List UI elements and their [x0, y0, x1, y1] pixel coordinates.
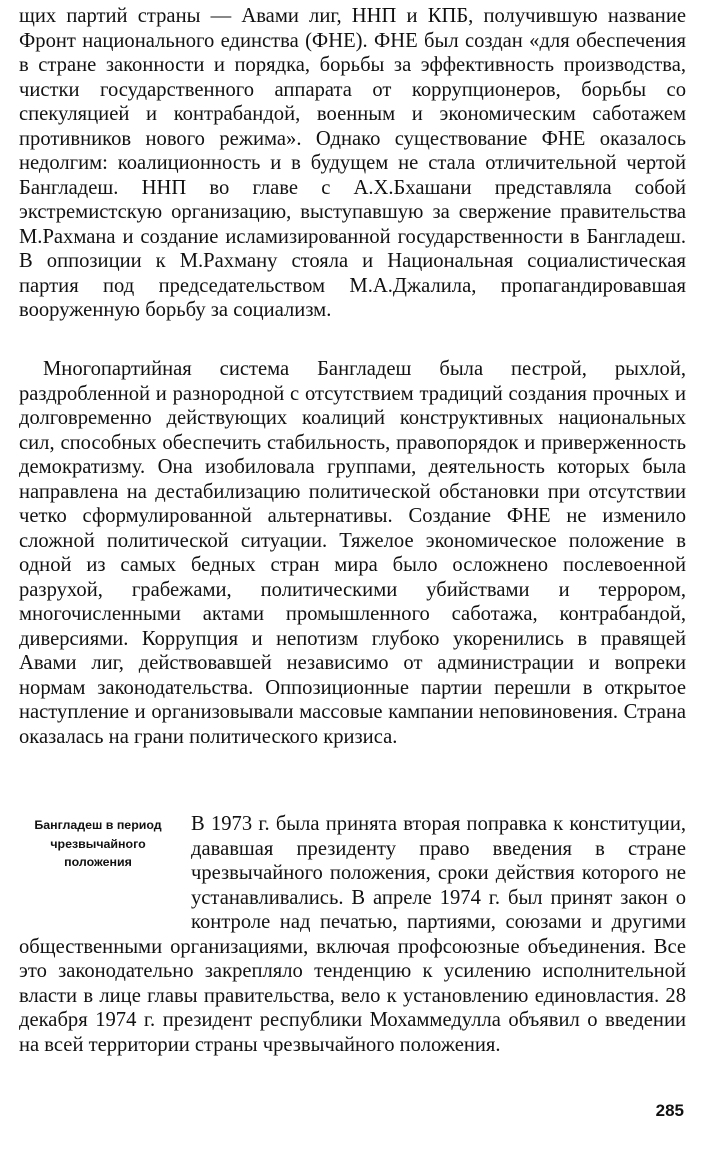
margin-heading: Бангладеш в период чрезвычайного положения	[34, 818, 162, 870]
paragraph-emergency-rule: В 1973 г. была принята вторая поправка к конституции, дававшая президенту право введения в стране чрезвычайного положения, сроки действия которого не устанавливались. В апреле 1974 г. был принят закон о контроле над печатью, партиями, союзами и другими общественными организациями, включая профсоюзные объединения. Все это законодательно закрепляло тенденцию к усилению исполнительной власти в лице главы правительства, вело к установлению единовластия. 28 декабря 1974 г. президент республики Мохаммедулла объявил о введении на всей территории страны чрезвычайного положения.	[19, 813, 686, 1056]
paragraph-multiparty-system: Многопартийная система Бангладеш была пестрой, рыхлой, раздробленной и разнородной с отсутствием традиций создания прочных и долговременно действующих коалиций конструктивных национальных сил, способных обеспечить стабильность, правопорядок и приверженность демократизму. Она изобиловала группами, деятельность которых была направлена на дестабилизацию политической обстановки при отсутствии четко сформулированной альтернативы. Создание ФНЕ не изменило сложной политической ситуации. Тяжелое экономическое положение в одной из самых бедных стран мира было осложнено послевоенной разрухой, грабежами, политическими убийствами и террором, многочисленными актами промышленного саботажа, контрабандой, диверсиями. Коррупция и непотизм глубоко укоренились в правящей Авами лиг, действовавшей независимо от администрации и вопреки нормам законодательства. Оппозиционные партии перешли в открытое наступление и организовывали массовые кампании неповиновения. Страна оказалась на грани политического кризиса.	[19, 358, 686, 748]
page-number: 285	[655, 1101, 684, 1120]
section-emergency	[19, 812, 686, 1057]
paragraph-front-national-unity: щих партий страны — Авами лиг, ННП и КПБ, получившую название Фронт национального единства (ФНЕ). ФНЕ был создан «для обеспечения в стране законности и порядка, борьбы за эффективность производства, чистки государственного аппарата от коррупционеров, борьбы со спекуляцией и контрабандой, военным и экономическим саботажем противников нового режима». Однако существование ФНЕ оказалось недолгим: коалиционность и в будущем не стала отличительной чертой Бангладеш. ННП во главе с А.Х.Бхашани представляла собой экстремистскую организацию, выступавшую за свержение правительства М.Рахмана и создание исламизированной государственности в Бангладеш. В оппозиции к М.Рахману стояла и Национальная социалистическая партия под председательством М.А.Джалила, пропагандировавшая вооруженную борьбу за социализм.	[19, 5, 686, 321]
